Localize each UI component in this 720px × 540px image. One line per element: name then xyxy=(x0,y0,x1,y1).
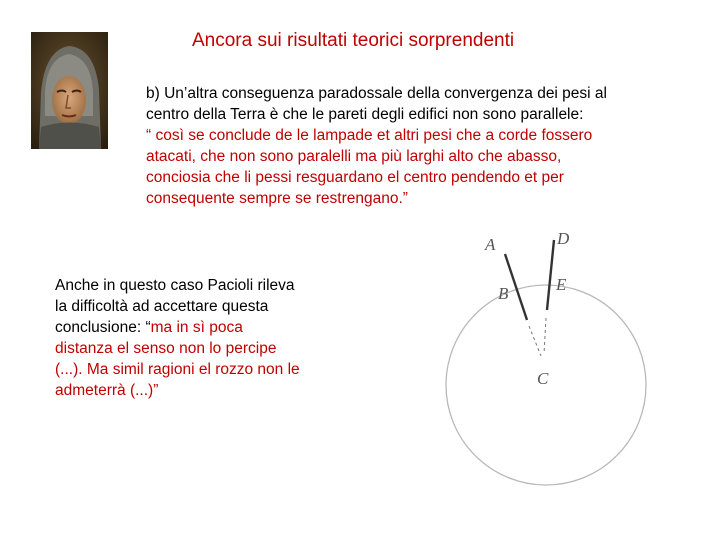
dashed-extension-left xyxy=(529,326,541,356)
dashed-extension-right xyxy=(544,318,546,354)
quote-line: conciosia che li pessi resguardano el centro pendendo et per xyxy=(146,169,564,186)
paragraph-convergence xyxy=(146,83,706,209)
label-c: C xyxy=(537,369,549,388)
quote-line: atacati, che non sono paralelli ma più larghi alto che abasso, xyxy=(146,148,562,165)
label-d: D xyxy=(557,229,570,248)
quote-line: “ così se conclude de le lampade et altri pesi che a corde fossero xyxy=(146,127,593,144)
text-line xyxy=(55,275,355,296)
quote-line: consequente sempre se restrengano.” xyxy=(146,190,408,207)
intro-line: centro della Terra è che le pareti degli edifici non sono parallele: xyxy=(146,106,584,123)
paragraph-pacioli xyxy=(55,275,355,401)
label-b: B xyxy=(498,284,509,303)
text-line xyxy=(55,338,355,359)
intro-line: b) Un’altra conseguenza paradossale della convergenza dei pesi al xyxy=(146,85,607,102)
text-red: ma in sì poca xyxy=(150,319,243,336)
text-black: conclusione: “ xyxy=(55,319,151,336)
text-red: (...). Ma simil ragioni el rozzo non le xyxy=(55,361,300,378)
label-e: E xyxy=(556,275,567,294)
portrait-image xyxy=(31,32,108,149)
text-red: distanza el senso non lo percipe xyxy=(55,340,277,357)
label-a: A xyxy=(485,235,496,254)
slide-title: Ancora sui risultati teorici sorprendenti xyxy=(192,30,515,51)
text-line xyxy=(55,317,355,338)
converging-lines-diagram xyxy=(443,228,649,493)
text-black: la difficoltà ad accettare questa xyxy=(55,298,269,315)
text-line xyxy=(55,359,355,380)
text-line xyxy=(55,296,355,317)
text-line xyxy=(55,380,355,401)
text-red: admeterrà (...)” xyxy=(55,382,159,399)
text-black: Anche in questo caso Pacioli rileva xyxy=(55,277,295,294)
plumb-line-right xyxy=(547,240,554,310)
